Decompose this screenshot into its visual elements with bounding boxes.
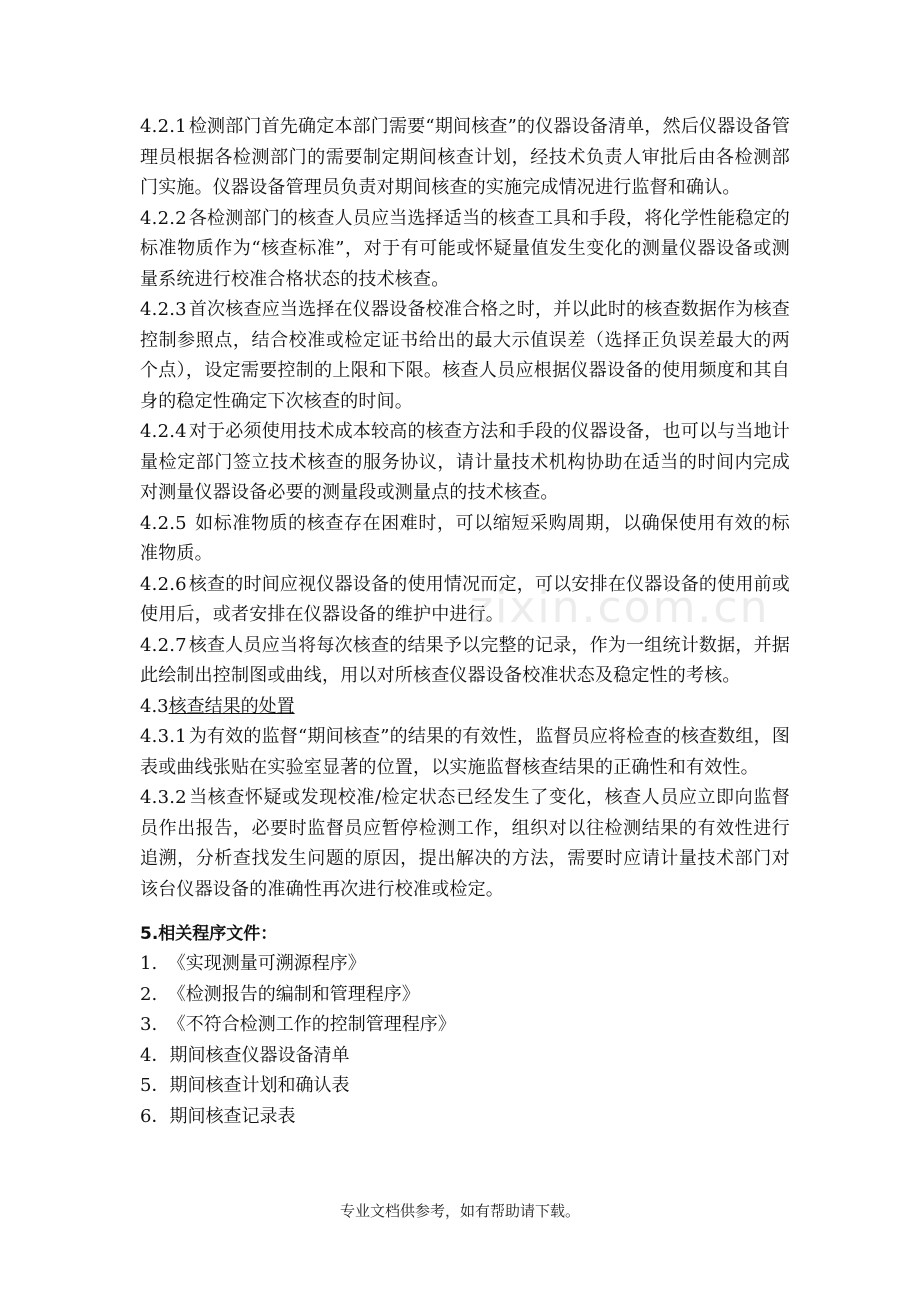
clause-number: 4.3.2 [140,787,187,808]
list-item [140,1010,790,1041]
clause-number: 4.2.2 [140,207,187,229]
list-item [140,980,790,1011]
clause-text: 对于必须使用技术成本较高的核查方法和手段的仪器设备，也可以与当地计量检定部门签立技术核查的服务协议，请计量技术机构协助在适当的时间内完成对测量仪器设备必要的测量段或测量点的技术核查。 [140,421,790,503]
clause-text: 如标准物质的核查存在困难时，可以缩短采购周期，以确保使用有效的标准物质。 [140,512,790,564]
paragraph-4-3-2 [140,783,790,905]
clause-number: 4.3.1 [140,726,187,747]
paragraph-4-2-3 [140,295,790,417]
related-documents-list [140,949,790,1133]
section-title: 核查结果的处置 [168,695,295,717]
section-heading-4-3 [140,692,790,723]
list-number: 5． [140,1075,170,1097]
paragraph-4-2-4 [140,417,790,509]
document-body [140,112,790,1133]
list-text: 《检测报告的编制和管理程序》 [162,983,420,1005]
paragraph-4-2-6 [140,570,790,631]
clause-number: 4.2.4 [140,421,187,442]
clause-number: 4.2.6 [140,573,187,595]
watermark: zixin.com.cn [470,582,770,633]
list-number: 6． [140,1105,170,1127]
list-number: 2. [140,983,158,1005]
list-text: 《不符合检测工作的控制管理程序》 [162,1014,456,1036]
list-item [140,1071,790,1102]
clause-number: 4.2.3 [140,299,187,320]
clause-number: 4.2.7 [140,634,187,656]
clause-text: 各检测部门的核查人员应当选择适当的核查工具和手段，将化学性能稳定的标准物质作为“核查标准”，对于有可能或怀疑量值发生变化的测量仪器设备或测量系统进行校准合格状态的技术核查。 [140,207,790,290]
clause-text: 首次核查应当选择在仪器设备校准合格之时，并以此时的核查数据作为核查控制参照点，结合校准或检定证书给出的最大示值误差（选择正负误差最大的两个点），设定需要控制的上限和下限。核查人员应根据仪器设备的使用频度和其自身的稳定性确定下次核查的时间。 [140,299,790,412]
list-text: 期间核查记录表 [169,1105,296,1127]
clause-text: 核查人员应当将每次核查的结果予以完整的记录，作为一组统计数据，并据此绘制出控制图或曲线，用以对所核查仪器设备校准状态及稳定性的考核。 [140,634,790,686]
list-number: 4． [140,1044,170,1066]
list-text: 《实现测量可溯源程序》 [162,953,366,974]
clause-text: 为有效的监督“期间核查”的结果的有效性，监督员应将检查的核查数组，图表或曲线张贴在实验室显著的位置，以实施监督核查结果的正确性和有效性。 [140,726,791,778]
clause-text: 当核查怀疑或发现校准/检定状态已经发生了变化，核查人员应立即向监督员作出报告，必要时监督员应暂停检测工作，组织对以往检测结果的有效性进行追溯，分析查找发生问题的原因，提出解决的方法，需要时应请计量技术部门对该台仪器设备的准确性再次进行校准或检定。 [140,787,790,900]
clause-number: 4.2.1 [140,116,187,137]
paragraph-4-2-7 [140,631,790,692]
paragraph-4-2-2 [140,204,790,296]
paragraph-4-2-5 [140,509,790,570]
list-text: 期间核查仪器设备清单 [169,1044,350,1066]
list-number: 3. [140,1014,158,1036]
list-text: 期间核查计划和确认表 [169,1075,350,1097]
paragraph-4-2-1 [140,112,790,204]
paragraph-4-3-1 [140,722,790,783]
list-item [140,1102,790,1133]
list-item [140,1041,790,1072]
clause-number: 4.2.5 [140,512,187,534]
section-number: 4.3 [140,695,169,717]
list-number: 1. [140,953,158,974]
clause-text: 检测部门首先确定本部门需要“期间核查”的仪器设备清单，然后仪器设备管理员根据各检测部门的需要制定期间核查计划，经技术负责人审批后由各检测部门实施。仪器设备管理员负责对期间核查的实施完成情况进行监督和确认。 [140,116,791,198]
page-footer: 专业文档供参考，如有帮助请下载。 [339,1202,580,1220]
list-item [140,949,790,980]
clause-text: 核查的时间应视仪器设备的使用情况而定，可以安排在仪器设备的使用前或使用后，或者安排在仪器设备的维护中进行。 [140,573,790,625]
section-heading-5: 5.相关程序文件： [140,924,278,944]
